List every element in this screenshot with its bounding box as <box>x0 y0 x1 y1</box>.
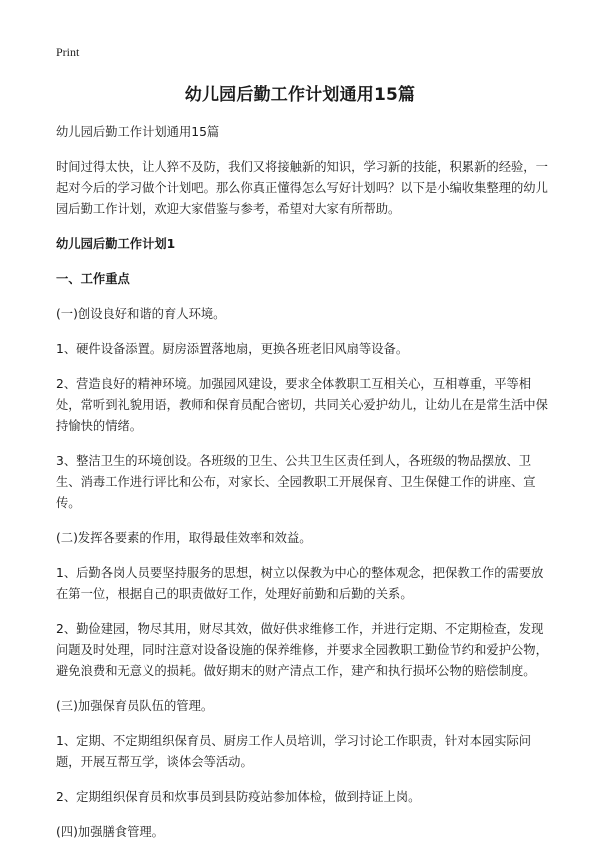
document-subtitle: 幼儿园后勤工作计划通用15篇 <box>56 125 220 139</box>
document-title: 幼儿园后勤工作计划通用15篇 <box>184 85 416 105</box>
list-item: 1、定期、不定期组织保育员、厨房工作人员培训，学习讨论工作职责，针对本园实际问题，开展互帮互学，谈体会等活动。 <box>56 734 532 769</box>
section-heading: 幼儿园后勤工作计划1 <box>56 237 176 251</box>
document-body <box>56 122 552 857</box>
subsection-heading: (四)加强膳食管理。 <box>56 825 164 839</box>
list-item: 2、勤俭建园，物尽其用，财尽其效，做好供求维修工作，并进行定期、不定期检查，发现问题及时处理，同时注意对设备设施的保养维修，并要求全园教职工勤俭节约和爱护公物，避免浪费和无意义的损耗。做好期末的财产清点工作，建产和执行损坏公物的赔偿制度。 <box>56 622 548 678</box>
list-item: 3、整洁卫生的环境创设。各班级的卫生、公共卫生区责任到人，各班级的物品摆放、卫生、消毒工作进行评比和公布，对家长、全园教职工开展保育、卫生保健工作的讲座、宣传。 <box>56 454 536 510</box>
list-item: 1、后勤各岗人员要坚持服务的思想，树立以保教为中心的整体观念，把保教工作的需要放在第一位，根据自己的职责做好工作，处理好前勤和后勤的关系。 <box>56 566 544 601</box>
intro-paragraph: 时间过得太快，让人猝不及防，我们又将接触新的知识，学习新的技能，积累新的经验，一起对今后的学习做个计划吧。那么你真正懂得怎么写好计划吗？以下是小编收集整理的幼儿园后勤工作计划，欢迎大家借鉴与参考，希望对大家有所帮助。 <box>56 160 548 216</box>
subsection-heading: (三)加强保育员队伍的管理。 <box>56 699 214 713</box>
subsection-heading: (二)发挥各要素的作用，取得最佳效率和效益。 <box>56 531 312 545</box>
list-item: 2、营造良好的精神环境。加强园风建设，要求全体教职工互相关心，互相尊重，平等相处，常听到礼貌用语，教师和保育员配合密切，共同关心爱护幼儿，让幼儿在是常生活中保持愉快的情绪。 <box>56 377 548 433</box>
subsection-heading: (一)创设良好和谐的育人环境。 <box>56 307 226 321</box>
list-item: 1、硬件设备添置。厨房添置落地扇，更换各班老旧风扇等设备。 <box>56 342 409 356</box>
print-link[interactable]: Print <box>56 45 80 59</box>
list-item: 2、定期组织保育员和炊事员到县防疫站参加体检，做到持证上岗。 <box>56 790 421 804</box>
part-heading: 一、工作重点 <box>56 272 130 286</box>
